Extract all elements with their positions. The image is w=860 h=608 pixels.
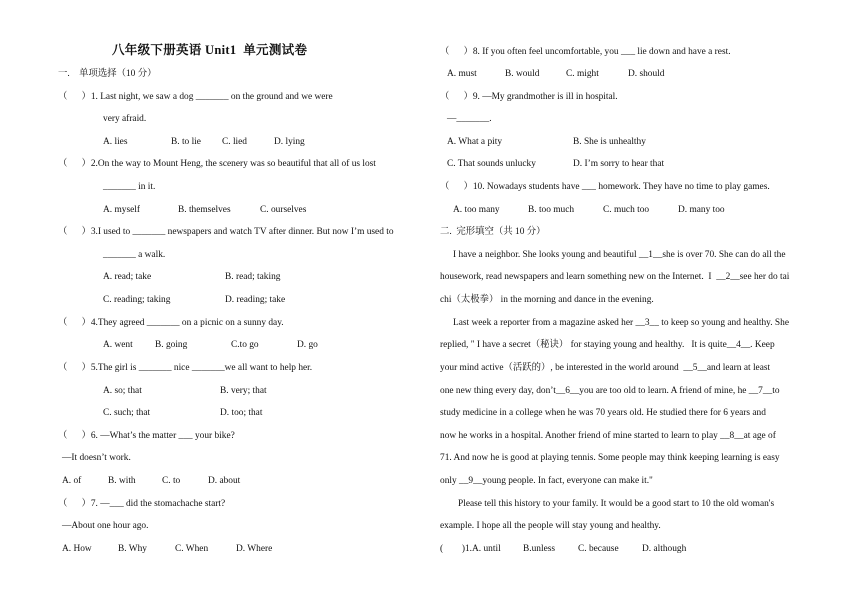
q5-option-c: C. such; that	[103, 408, 151, 418]
q2-option-b: B. themselves	[178, 205, 231, 215]
question-10: （ ）10. Nowadays students have ___ homework. They have no time to play games.	[440, 182, 770, 192]
q1-option-d: D. lying	[274, 137, 305, 147]
q8-option-d: D. should	[628, 69, 665, 79]
c1-option-c: C. because	[578, 544, 619, 554]
q9-option-a: A. What a pity	[447, 137, 503, 147]
question-1: （ ）1. Last night, we saw a dog _______ on the ground and we were	[58, 92, 333, 102]
q3-option-d: D. reading; take	[225, 295, 286, 305]
passage-line-6: your mind active（活跃的）, be interested in the world around __5__and learn at least	[440, 363, 771, 373]
q7-option-a: A. How	[62, 544, 92, 554]
passage-line-2: housework, read newspapers and learn something new on the Internet. I __2__see her do tai	[440, 272, 790, 282]
question-8: （ ）8. If you often feel uncomfortable, you ___ lie down and have a rest.	[440, 47, 731, 57]
q5-option-a: A. so; that	[103, 386, 142, 396]
question-3: （ ）3.I used to _______ newspapers and watch TV after dinner. But now I’m used to	[58, 227, 394, 237]
q4-option-b: B. going	[155, 340, 188, 350]
q7-option-d: D. Where	[236, 544, 273, 554]
question-6-response: —It doesn’t work.	[62, 453, 131, 463]
q7-option-c: C. When	[175, 544, 209, 554]
page-title: 八年级下册英语 Unit1 单元测试卷	[112, 43, 308, 57]
c1-option-b: B.unless	[523, 544, 556, 554]
q5-option-d: D. too; that	[220, 408, 263, 418]
q6-option-c: C. to	[162, 476, 181, 486]
q8-option-b: B. would	[505, 69, 540, 79]
question-6: （ ）6. —What’s the matter ___ your bike?	[58, 431, 235, 441]
passage-line-7: one new thing every day, don’t__6__you are too old to learn. A friend of mine, he __7__to	[440, 386, 780, 396]
q9-option-d: D. I’m sorry to hear that	[573, 159, 665, 169]
passage-line-13: example. I hope all the people will stay young and healthy.	[440, 521, 661, 531]
q3-option-a: A. read; take	[103, 272, 152, 282]
question-2-cont: _______ in it.	[103, 182, 156, 192]
passage-line-5: replied, " I have a secret（秘诀） for staying young and healthy. It is quite__4__. Keep	[440, 340, 775, 350]
q1-option-c: C. lied	[222, 137, 247, 147]
question-3-cont: _______ a walk.	[103, 250, 166, 260]
q8-option-c: C. might	[566, 69, 599, 79]
q3-option-c: C. reading; taking	[103, 295, 171, 305]
q2-option-c: C. ourselves	[260, 205, 307, 215]
question-4: （ ）4.They agreed _______ on a picnic on a sunny day.	[58, 318, 284, 328]
passage-line-3: chi（太极拳） in the morning and dance in the evening.	[440, 295, 654, 305]
q2-option-a: A. myself	[103, 205, 140, 215]
cloze-question-1: ( )1.A. until	[440, 544, 501, 554]
q9-option-b: B. She is unhealthy	[573, 137, 646, 147]
q10-option-b: B. too much	[528, 205, 575, 215]
q4-option-c: C.to go	[231, 340, 259, 350]
q4-option-a: A. went	[103, 340, 133, 350]
q6-option-d: D. about	[208, 476, 241, 486]
section-heading-multiple-choice: 一. 单项选择（10 分）	[58, 69, 157, 79]
question-7: （ ）7. —___ did the stomachache start?	[58, 499, 226, 509]
question-1-cont: very afraid.	[103, 114, 147, 124]
q6-option-b: B. with	[108, 476, 136, 486]
q10-option-d: D. many too	[678, 205, 725, 215]
passage-line-1: I have a neighbor. She looks young and beautiful __1__she is over 70. She can do all the	[453, 250, 786, 260]
q4-option-d: D. go	[297, 340, 318, 350]
q10-option-c: C. much too	[603, 205, 650, 215]
question-9-response: —_______.	[447, 114, 492, 124]
q7-option-b: B. Why	[118, 544, 147, 554]
question-5: （ ）5.The girl is _______ nice _______we all want to help her.	[58, 363, 313, 373]
passage-line-12: Please tell this history to your family. It would be a good start to 10 the old woman's	[458, 499, 775, 509]
passage-line-8: study medicine in a college when he was 70 years old. He studied there for 6 years and	[440, 408, 766, 418]
q1-option-a: A. lies	[103, 137, 128, 147]
passage-line-9: now he works in a hospital. Another friend of mine started to learn to play __8__at age of	[440, 431, 776, 441]
q6-option-a: A. of	[62, 476, 82, 486]
q8-option-a: A. must	[447, 69, 477, 79]
question-9: （ ）9. —My grandmother is ill in hospital.	[440, 92, 618, 102]
q9-option-c: C. That sounds unlucky	[447, 159, 536, 169]
q1-option-b: B. to lie	[171, 137, 201, 147]
question-2: （ ）2.On the way to Mount Heng, the scenery was so beautiful that all of us lost	[58, 159, 376, 169]
passage-line-10: 71. And now he is good at playing tennis. Some people may think keeping learning is easy	[440, 453, 780, 463]
passage-line-11: only __9__young people. In fact, everyone can make it."	[440, 476, 653, 486]
c1-option-d: D. although	[642, 544, 687, 554]
q3-option-b: B. read; taking	[225, 272, 281, 282]
question-7-response: —About one hour ago.	[62, 521, 149, 531]
q5-option-b: B. very; that	[220, 386, 267, 396]
passage-line-4: Last week a reporter from a magazine asked her __3__ to keep so young and healthy. She	[453, 318, 789, 328]
q10-option-a: A. too many	[453, 205, 500, 215]
section-heading-cloze: 二. 完形填空（共 10 分）	[440, 227, 546, 237]
